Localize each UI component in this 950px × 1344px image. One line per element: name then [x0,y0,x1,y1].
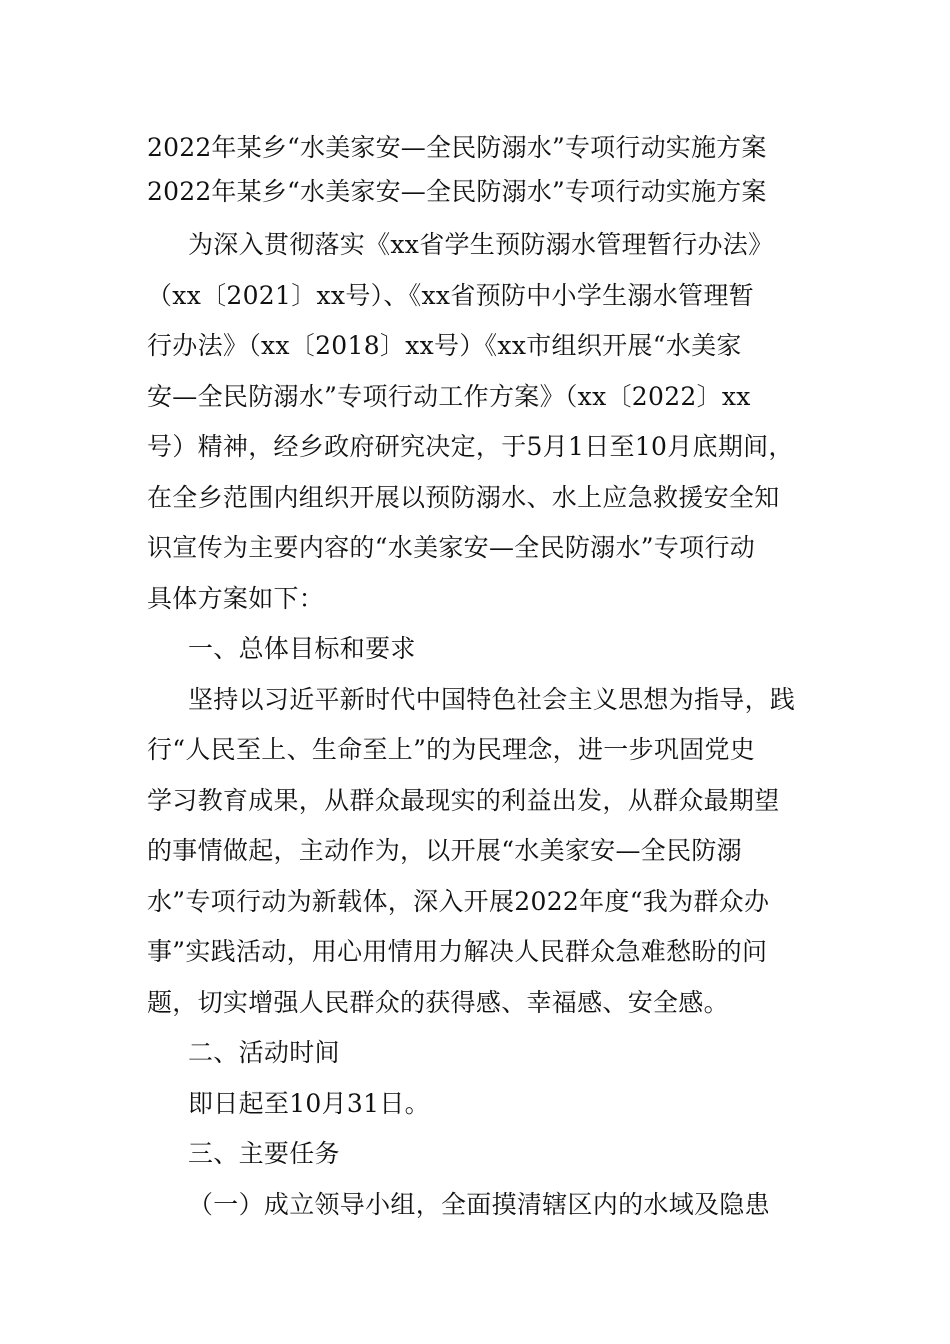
section-heading: 二、活动时间 [188,1038,340,1067]
section-heading: 一、总体目标和要求 [188,634,416,663]
paragraph-line: 学习教育成果，从群众最现实的利益出发，从群众最期望 [147,785,780,815]
subsection-heading: （一）成立领导小组，全面摸清辖区内的水域及隐患 [188,1189,770,1219]
document-title-line-2: 2022年某乡“水美家安—全民防溺水”专项行动实施方案 [147,177,767,206]
paragraph-line: 水”专项行动为新载体，深入开展2022年度“我为群众办 [147,886,770,916]
paragraph-line: 号）精神，经乡政府研究决定，于5月1日至10月底期间， [147,432,794,461]
document-body [147,220,807,1230]
paragraph-line: 为深入贯彻落实《xx省学生预防溺水管理暂行办法》 [188,230,774,259]
section-heading: 三、主要任务 [188,1139,340,1168]
paragraph-line: 的事情做起，主动作为，以开展“水美家安—全民防溺 [147,836,742,865]
paragraph-line: 坚持以习近平新时代中国特色社会主义思想为指导，践 [188,684,796,714]
paragraph-line: 事”实践活动，用心用情用力解决人民群众急难愁盼的问 [147,937,768,966]
paragraph-line: 行“人民至上、生命至上”的为民理念，进一步巩固党史 [147,735,756,764]
document-title-line-1: 2022年某乡“水美家安—全民防溺水”专项行动实施方案 [147,133,767,162]
paragraph-line: 题，切实增强人民群众的获得感、幸福感、安全感。 [147,987,729,1017]
paragraph-line: 在全乡范围内组织开展以预防溺水、水上应急救援安全知 [147,482,780,512]
paragraph-line: 即日起至10月31日。 [188,1088,430,1118]
paragraph-line: 安—全民防溺水”专项行动工作方案》（xx〔2022〕xx [147,381,751,411]
paragraph-line: 识宣传为主要内容的“水美家安—全民防溺水”专项行动 [147,533,756,562]
paragraph-line: 具体方案如下： [147,583,325,613]
paragraph-line: 行办法》（xx〔2018〕xx号）《xx市组织开展“水美家 [147,331,742,360]
document-content [147,126,807,1230]
paragraph-line: （xx〔2021〕xx号）、《xx省预防中小学生溺水管理暂 [147,280,754,310]
